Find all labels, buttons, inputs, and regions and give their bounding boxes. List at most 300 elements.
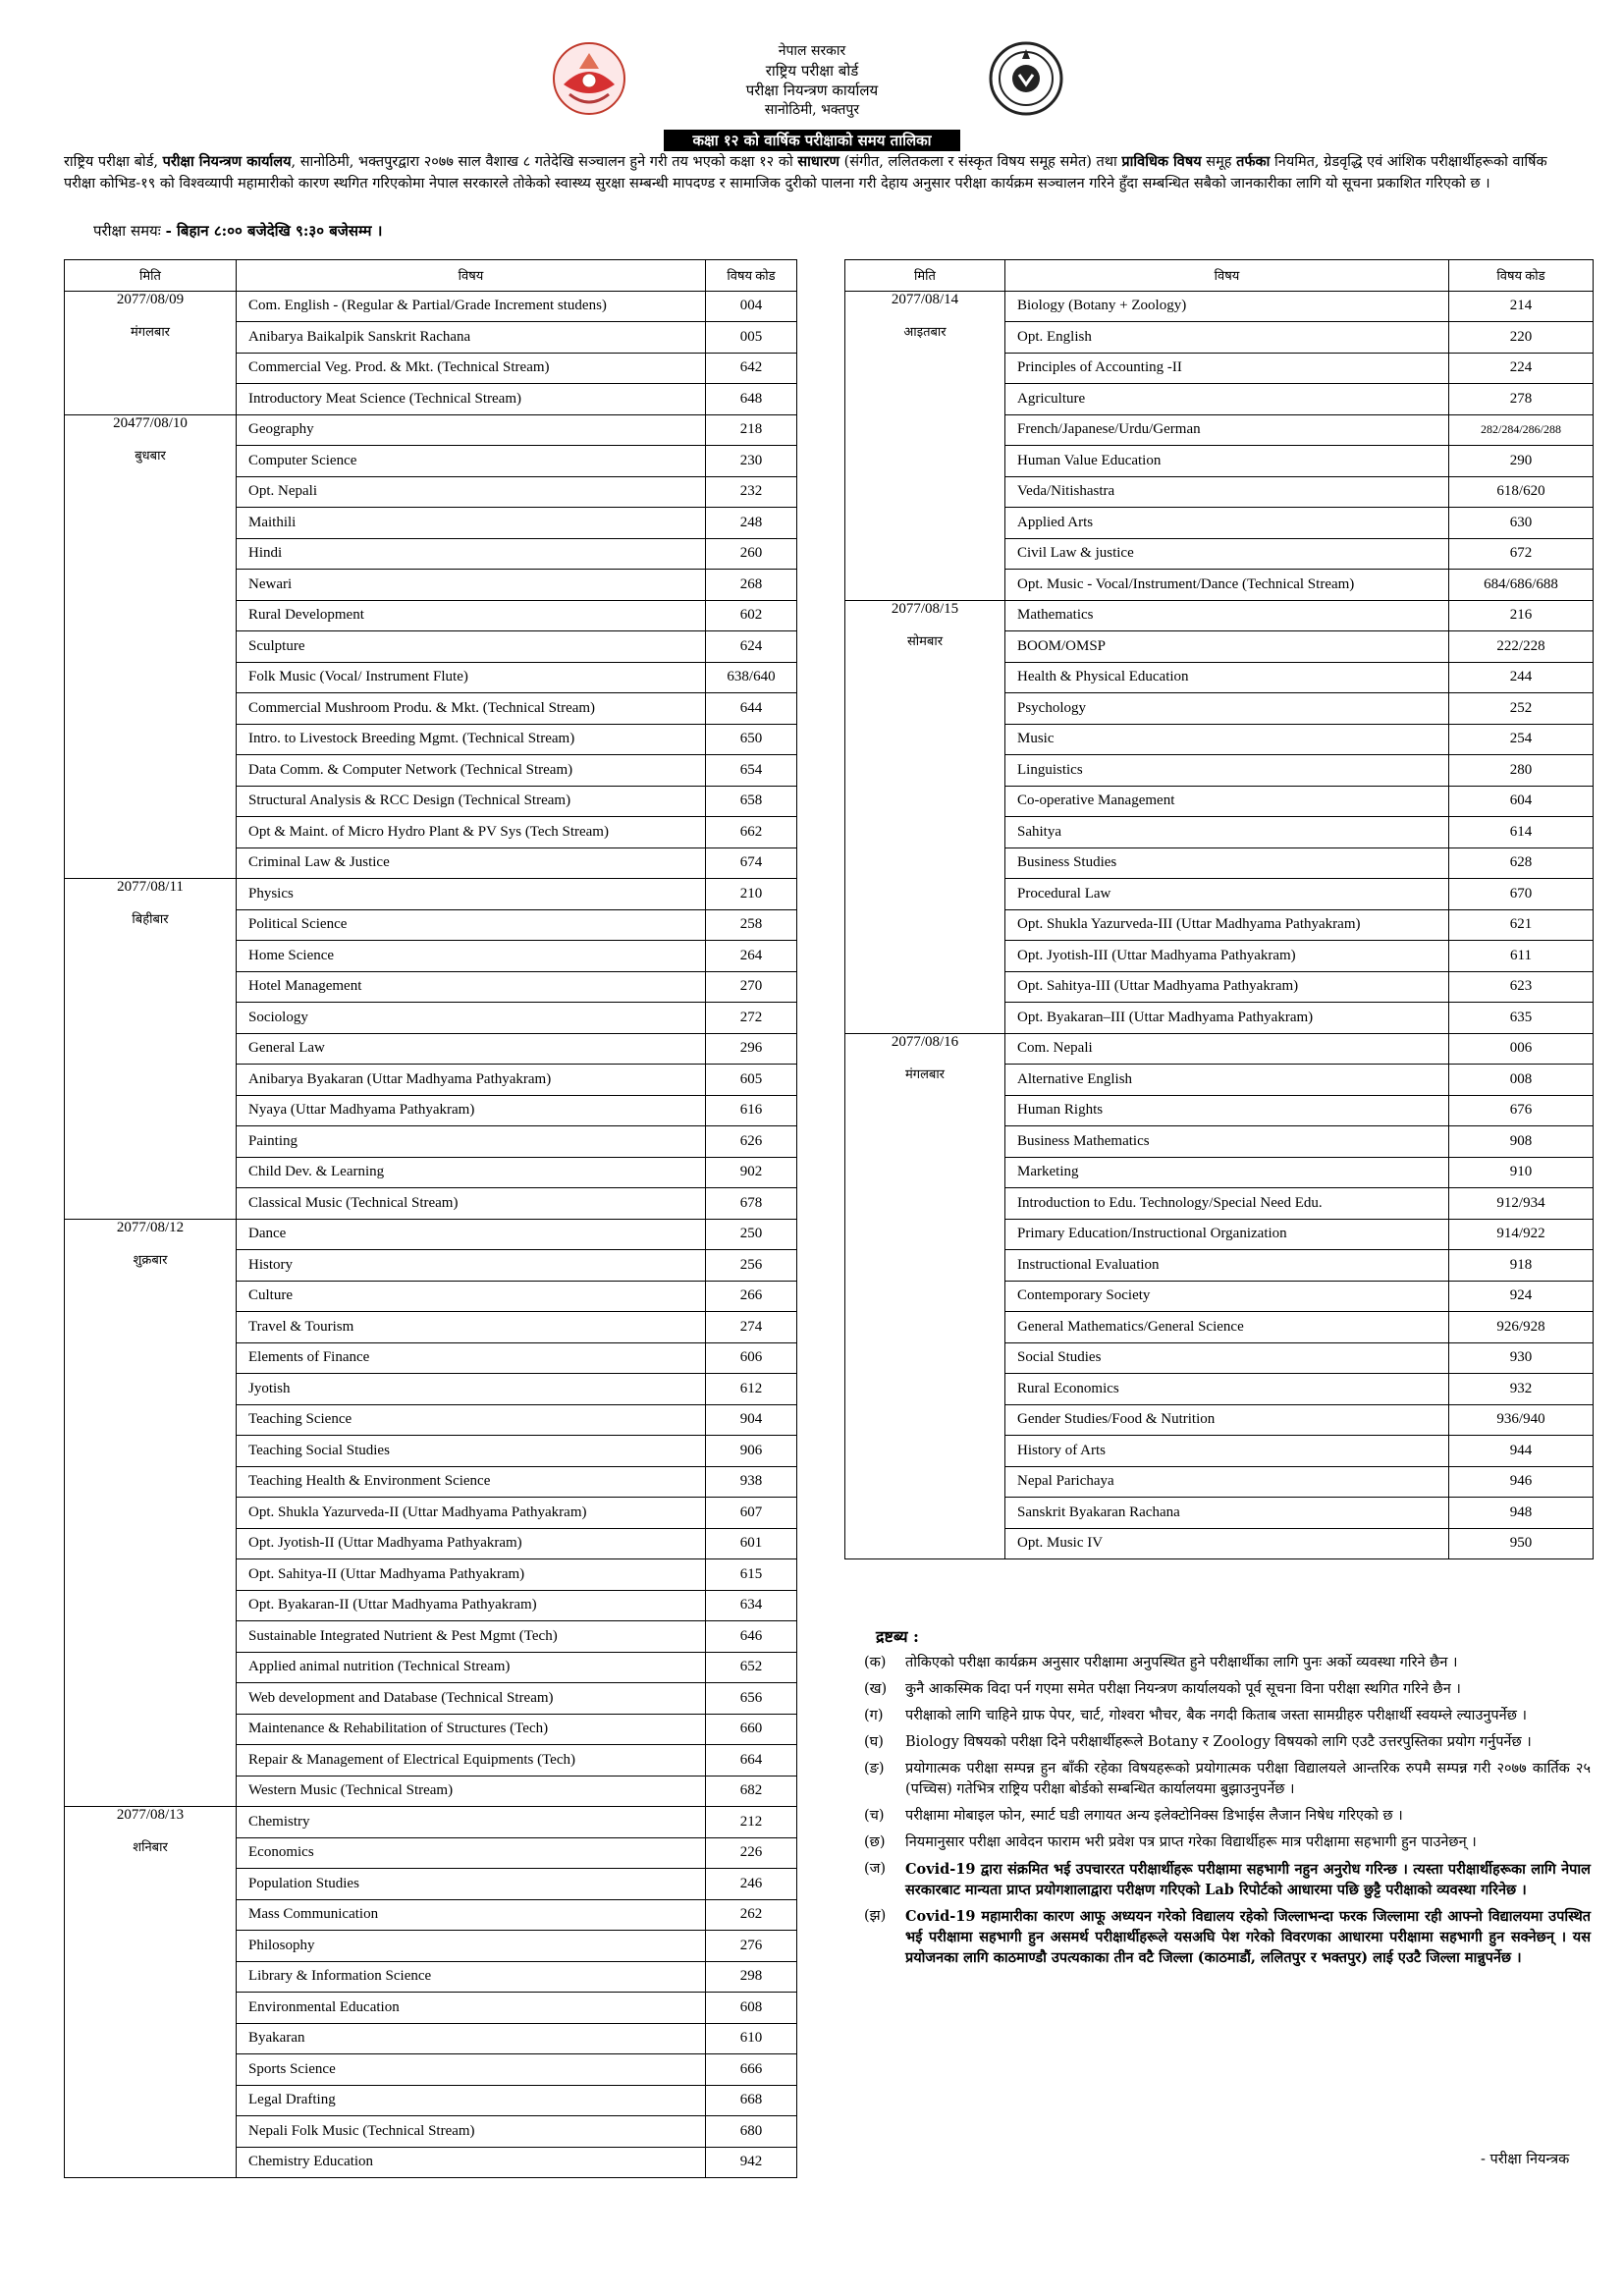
subject-name: Mathematics [1005,600,1449,631]
subject-code: 672 [1449,538,1594,570]
subject-name: Population Studies [237,1869,706,1900]
table-row [65,1931,797,1962]
subject-name: Human Value Education [1005,446,1449,477]
subject-code: 290 [1449,446,1594,477]
table-row [845,1374,1594,1405]
table-row [65,1776,797,1807]
table-row [65,1003,797,1034]
subject-code: 214 [1449,291,1594,322]
table-row [845,446,1594,477]
subject-code: 650 [706,724,797,755]
date-cell-blank [845,1528,1005,1559]
office-name: परीक्षा नियन्त्रण कार्यालय [745,82,879,99]
date-cell-blank [845,755,1005,787]
table-row [65,847,797,879]
subject-code: 611 [1449,941,1594,972]
date-cell-blank [845,1404,1005,1436]
note-text: परीक्षामा मोबाइल फोन, स्मार्ट घडी लगायत अन्य इलेक्टोनिक्स डिभाईस लैजान निषेध गरिएको छ । [905,1808,1403,1824]
subject-code: 268 [706,570,797,601]
subject-code: 626 [706,1126,797,1158]
subject-name: Gender Studies/Food & Nutrition [1005,1404,1449,1436]
table-row [845,1033,1594,1065]
subject-code: 226 [706,1837,797,1869]
table-row [845,1312,1594,1343]
table-row [65,2054,797,2086]
subject-name: Computer Science [237,446,706,477]
subject-code: 630 [1449,508,1594,539]
subject-code: 210 [706,879,797,910]
subject-name: Nyaya (Uttar Madhyama Pathyakram) [237,1095,706,1126]
table-row [65,1095,797,1126]
table-row [845,1528,1594,1559]
subject-code: 212 [706,1807,797,1838]
subject-code: 008 [1449,1065,1594,1096]
table-row [65,1404,797,1436]
subject-code: 652 [706,1652,797,1683]
table-row [65,1126,797,1158]
subject-name: Opt. Sahitya-III (Uttar Madhyama Pathyakram) [1005,971,1449,1003]
subject-name: Commercial Mushroom Produ. & Mkt. (Technical Stream) [237,693,706,725]
date-cell-blank [845,1342,1005,1374]
date-cell-blank [845,817,1005,848]
date-cell-blank [845,1312,1005,1343]
subject-code: 906 [706,1436,797,1467]
table-row [65,1899,797,1931]
date-cell-blank [65,384,237,415]
table-row [65,1590,797,1621]
table-row [65,446,797,477]
note-item [864,1859,1591,1900]
table-row [845,1219,1594,1250]
exam-weekday: मंगलबार [65,322,237,354]
intro-paragraph [64,151,1576,194]
table-row [845,384,1594,415]
board-name: राष्ट्रिय परीक्षा बोर्ड [765,62,859,80]
subject-name: History of Arts [1005,1436,1449,1467]
table-row [65,1559,797,1591]
table-row [65,1837,797,1869]
table-row [845,971,1594,1003]
subject-code: 926/928 [1449,1312,1594,1343]
subject-code: 264 [706,941,797,972]
subject-name: Sculpture [237,631,706,663]
subject-code: 262 [706,1899,797,1931]
note-marker: (च) [864,1808,885,1824]
subject-code: 280 [1449,755,1594,787]
note-item [864,1906,1591,1968]
schedule-table-left [64,259,797,2178]
exam-date: 2077/08/13 [65,1807,237,1838]
subject-name: Web development and Database (Technical Stream) [237,1683,706,1715]
subject-code: 270 [706,971,797,1003]
date-cell-blank [65,1559,237,1591]
table-row [65,662,797,693]
date-cell-blank [65,1404,237,1436]
table-row [845,1157,1594,1188]
table-row [845,1404,1594,1436]
subject-name: Applied Arts [1005,508,1449,539]
date-cell-blank [65,600,237,631]
date-cell-blank [65,693,237,725]
subject-name: Political Science [237,909,706,941]
subject-code: 666 [706,2054,797,2086]
subject-name: Opt. Jyotish-II (Uttar Madhyama Pathyakram) [237,1528,706,1559]
date-cell-blank [845,786,1005,817]
table-row [65,2116,797,2148]
table-row [65,1342,797,1374]
subject-code: 601 [706,1528,797,1559]
table-row [845,1065,1594,1096]
subject-name: Business Studies [1005,847,1449,879]
subject-name: Teaching Science [237,1404,706,1436]
subject-name: Anibarya Byakaran (Uttar Madhyama Pathyakram) [237,1065,706,1096]
subject-name: Maithili [237,508,706,539]
subject-code: 654 [706,755,797,787]
subject-name: Psychology [1005,693,1449,725]
subject-code: 278 [1449,384,1594,415]
subject-name: Hotel Management [237,971,706,1003]
subject-name: Mass Communication [237,1899,706,1931]
table-row [65,1033,797,1065]
subject-code: 634 [706,1590,797,1621]
subject-name: Chemistry [237,1807,706,1838]
subject-name: Com. Nepali [1005,1033,1449,1065]
table-row [845,1250,1594,1282]
note-text: Covid-19 द्वारा संक्रमित भई उपचाररत परीक्षार्थीहरू परीक्षामा सहभागी नहुन अनुरोध गरिन्छ । त्यस्ता परीक्षार्थीहरूका लागि नेपाल सरकारबाट मान्यता प्राप्त प्रयोगशालाद्वारा परीक्षण गरिएको Lab रिपोर्टको आधारमा पछि छुट्टै परीक्षाको व्यवस्था गरिनेछ । [905,1861,1591,1898]
subject-name: Philosophy [237,1931,706,1962]
subject-name: Opt. Byakaran–III (Uttar Madhyama Pathyakram) [1005,1003,1449,1034]
subject-name: Human Rights [1005,1095,1449,1126]
schedule-table-right [844,259,1594,1559]
subject-name: Music [1005,724,1449,755]
date-cell-blank [845,353,1005,384]
date-cell-blank [845,1126,1005,1158]
table-row [65,1281,797,1312]
subject-code: 942 [706,2147,797,2178]
table-row [65,1621,797,1653]
table-row [65,384,797,415]
subject-name: Procedural Law [1005,879,1449,910]
subject-name: Nepali Folk Music (Technical Stream) [237,2116,706,2148]
date-cell-blank [65,2116,237,2148]
subject-code: 684/686/688 [1449,570,1594,601]
table-row [845,1281,1594,1312]
subject-name: Geography [237,414,706,446]
date-cell-blank [65,570,237,601]
subject-code: 656 [706,1683,797,1715]
subject-code: 678 [706,1188,797,1220]
subject-name: Introductory Meat Science (Technical Stream) [237,384,706,415]
date-cell-blank [65,2023,237,2054]
subject-code: 608 [706,1993,797,2024]
date-cell-blank [65,1745,237,1777]
table-row [65,1993,797,2024]
date-cell-blank [65,2054,237,2086]
notes-list [864,1653,1591,1968]
table-row [65,879,797,910]
table-row [65,476,797,508]
date-cell-blank [845,971,1005,1003]
subject-code: 662 [706,817,797,848]
column-header-code: विषय कोड [1449,260,1594,292]
subject-name: Teaching Social Studies [237,1436,706,1467]
date-cell-blank [65,1776,237,1807]
date-cell-blank [845,384,1005,415]
subject-name: Instructional Evaluation [1005,1250,1449,1282]
subject-name: Jyotish [237,1374,706,1405]
subject-name: Culture [237,1281,706,1312]
date-cell-blank [65,817,237,848]
subject-code: 908 [1449,1126,1594,1158]
date-cell-blank [65,1126,237,1158]
table-row [845,570,1594,601]
subject-code: 936/940 [1449,1404,1594,1436]
table-row [65,786,797,817]
subject-name: Home Science [237,941,706,972]
exam-date: 2077/08/15 [845,600,1005,631]
date-cell-blank [65,941,237,972]
subject-code: 635 [1449,1003,1594,1034]
date-cell-blank [845,662,1005,693]
signature: - परीक्षा नियन्त्रक [1481,2152,1570,2167]
date-cell-blank [65,538,237,570]
subject-code: 216 [1449,600,1594,631]
note-text: कुनै आकस्मिक विदा पर्न गएमा समेत परीक्षा नियन्त्रण कार्यालयको पूर्व सूचना विना परीक्षा स्थगित गरिने छैन । [905,1681,1461,1697]
date-cell-blank [65,1065,237,1096]
exam-weekday: बुधबार [65,446,237,477]
exam-date: 20477/08/10 [65,414,237,446]
intro-text-5: नियमित, ग्रेडवृद्धि एवं आंशिक परीक्षार्थीहरूको वार्षिक परीक्षा कोभिड-१९ को विश्वव्यापी महामारीको कारण स्थगित गरिएकोमा नेपाल सरकारले तोकेको स्वास्थ्य सुरक्षा सम्बन्धी मापदण्ड र सामाजिक दुरीको पालना गरी देहाय अनुसार परीक्षा कार्यक्रम सञ्चालन गरिने हुँदा सम्बन्धित सबैको जानकारीका लागि यो सूचना प्रकाशित गरिएको छ । [64,154,1547,191]
table-row [65,600,797,631]
subject-name: Com. English - (Regular & Partial/Grade Increment studens) [237,291,706,322]
subject-code: 256 [706,1250,797,1282]
subject-name: Travel & Tourism [237,1312,706,1343]
subject-name: Alternative English [1005,1065,1449,1096]
subject-name: Anibarya Baikalpik Sanskrit Rachana [237,322,706,354]
date-cell-blank [65,1961,237,1993]
subject-code: 623 [1449,971,1594,1003]
date-cell-blank [65,847,237,879]
subject-name: BOOM/OMSP [1005,631,1449,663]
notes-heading: द्रष्टब्य : [876,1627,919,1646]
table-header-row [845,260,1594,292]
date-cell-blank [65,631,237,663]
table-row [845,1095,1594,1126]
subject-code: 248 [706,508,797,539]
note-marker: (क) [864,1655,887,1670]
intro-bold-1: परीक्षा नियन्त्रण कार्यालय [162,153,292,170]
subject-name: Co-operative Management [1005,786,1449,817]
table-row [65,1961,797,1993]
intro-bold-2: साधारण [797,153,839,170]
subject-code: 618/620 [1449,476,1594,508]
subject-name: Child Dev. & Learning [237,1157,706,1188]
note-text: Biology विषयको परीक्षा दिने परीक्षार्थीहरूले Botany र Zoology विषयको लागि एउटै उत्तरपुस्तिका प्रयोग गर्नुपर्नेछ । [905,1734,1532,1750]
table-row [65,971,797,1003]
subject-name: Criminal Law & Justice [237,847,706,879]
table-row [65,631,797,663]
table-row [65,1807,797,1838]
subject-name: Data Comm. & Computer Network (Technical Stream) [237,755,706,787]
table-row [65,353,797,384]
subject-name: Linguistics [1005,755,1449,787]
subject-name: Classical Music (Technical Stream) [237,1188,706,1220]
subject-code: 670 [1449,879,1594,910]
subject-name: Opt & Maint. of Micro Hydro Plant & PV Sys (Tech Stream) [237,817,706,848]
subject-name: Opt. Shukla Yazurveda-II (Uttar Madhyama Pathyakram) [237,1498,706,1529]
subject-name: History [237,1250,706,1282]
subject-code: 646 [706,1621,797,1653]
subject-code: 932 [1449,1374,1594,1405]
subject-code: 904 [706,1404,797,1436]
exam-weekday: आइतबार [845,322,1005,354]
table-row [845,1003,1594,1034]
table-row [65,1745,797,1777]
table-row [845,662,1594,693]
subject-name: Dance [237,1219,706,1250]
table-row [845,414,1594,446]
subject-name: Sanskrit Byakaran Rachana [1005,1498,1449,1529]
subject-name: Marketing [1005,1157,1449,1188]
page-title: कक्षा १२ को वार्षिक परीक्षाको समय तालिका [664,130,960,151]
table-row [845,755,1594,787]
subject-code: 606 [706,1342,797,1374]
subject-code: 220 [1449,322,1594,354]
subject-code: 621 [1449,909,1594,941]
date-cell-blank [65,353,237,384]
table-row [65,2023,797,2054]
table-row [845,631,1594,663]
exam-date: 2077/08/14 [845,291,1005,322]
note-marker: (ज) [864,1861,887,1877]
subject-code: 602 [706,600,797,631]
note-item [864,1706,1591,1726]
table-row [65,693,797,725]
subject-code: 674 [706,847,797,879]
date-cell-blank [845,1498,1005,1529]
date-cell-blank [65,1714,237,1745]
note-text: प्रयोगात्मक परीक्षा सम्पन्न हुन बाँकी रहेका विषयहरूको प्रयोगात्मक परीक्षा विद्यालयले आन्तरिक रुपमै सम्पन्न गरी २०७७ कार्तिक २५ (पच्चिस) गतेभित्र राष्ट्रिय परीक्षा बोर्डको सम्बन्धित कार्यालयमा बुझाउनुपर्नेछ । [905,1761,1591,1797]
table-row [65,1498,797,1529]
note-marker: (ख) [864,1681,888,1697]
note-marker: (झ) [864,1908,887,1924]
date-cell-blank [845,1157,1005,1188]
exam-time-value: - बिहान ८:०० बजेदेखि ९:३० बजेसम्म । [165,222,383,240]
subject-name: Contemporary Society [1005,1281,1449,1312]
column-header-subject: विषय [1005,260,1449,292]
schedule-body-right [845,291,1594,1559]
subject-code: 298 [706,1961,797,1993]
letterhead [0,41,1624,132]
table-row [65,1157,797,1188]
table-row [845,941,1594,972]
subject-name: Opt. Music IV [1005,1528,1449,1559]
subject-code: 660 [706,1714,797,1745]
subject-name: Veda/Nitishastra [1005,476,1449,508]
subject-name: Opt. English [1005,322,1449,354]
subject-name: Principles of Accounting -II [1005,353,1449,384]
column-header-date: मिति [845,260,1005,292]
note-item [864,1653,1591,1673]
subject-code: 680 [706,2116,797,2148]
table-row [65,1250,797,1282]
date-cell-blank [845,909,1005,941]
subject-name: Sports Science [237,2054,706,2086]
table-row [845,879,1594,910]
subject-code: 950 [1449,1528,1594,1559]
subject-name: Opt. Byakaran-II (Uttar Madhyama Pathyakram) [237,1590,706,1621]
note-item [864,1832,1591,1853]
date-cell-blank [845,1095,1005,1126]
exam-weekday: मंगलबार [845,1065,1005,1096]
table-row [845,909,1594,941]
subject-code: 668 [706,2085,797,2116]
subject-code: 614 [1449,817,1594,848]
note-marker: (ङ) [864,1761,885,1777]
date-cell-blank [65,476,237,508]
subject-code: 946 [1449,1466,1594,1498]
office-address: सानोठिमी, भक्तपुर [764,102,860,118]
date-cell-blank [65,1683,237,1715]
subject-code: 910 [1449,1157,1594,1188]
table-row [65,291,797,322]
note-item [864,1732,1591,1753]
note-text: तोकिएको परीक्षा कार्यक्रम अनुसार परीक्षामा अनुपस्थित हुने परीक्षार्थीका लागि पुनः अर्को व्यवस्था गरिने छैन । [905,1655,1458,1670]
date-cell-blank [845,847,1005,879]
subject-name: Sustainable Integrated Nutrient & Pest Mgmt (Tech) [237,1621,706,1653]
table-row [65,508,797,539]
date-cell-blank [65,724,237,755]
date-cell-blank [845,508,1005,539]
table-row [845,1498,1594,1529]
subject-code: 276 [706,1931,797,1962]
subject-name: Civil Law & justice [1005,538,1449,570]
date-cell-blank [845,1003,1005,1034]
subject-name: Opt. Music - Vocal/Instrument/Dance (Technical Stream) [1005,570,1449,601]
note-item [864,1679,1591,1700]
date-cell-blank [65,1312,237,1343]
table-row [65,1652,797,1683]
subject-code: 605 [706,1065,797,1096]
date-cell-blank [845,446,1005,477]
table-row [65,1466,797,1498]
exam-date: 2077/08/09 [65,291,237,322]
subject-name: Maintenance & Rehabilitation of Structures (Tech) [237,1714,706,1745]
column-header-code: विषय कोड [706,260,797,292]
table-row [65,1683,797,1715]
subject-code: 638/640 [706,662,797,693]
date-cell-blank [65,786,237,817]
subject-name: Elements of Finance [237,1342,706,1374]
subject-code: 005 [706,322,797,354]
date-cell-blank [65,1188,237,1220]
subject-code: 624 [706,631,797,663]
date-cell-blank [65,1342,237,1374]
subject-name: Agriculture [1005,384,1449,415]
table-row [65,724,797,755]
intro-text-3: (संगीत, ललितकला र संस्कृत विषय समूह समेत) तथा [839,154,1122,170]
table-row [65,1312,797,1343]
subject-code: 610 [706,2023,797,2054]
note-marker: (छ) [864,1834,886,1850]
subject-name: Primary Education/Instructional Organization [1005,1219,1449,1250]
column-header-date: मिति [65,260,237,292]
date-cell-blank [65,971,237,1003]
table-row [845,1126,1594,1158]
subject-code: 918 [1449,1250,1594,1282]
table-row [65,1714,797,1745]
table-row [845,508,1594,539]
